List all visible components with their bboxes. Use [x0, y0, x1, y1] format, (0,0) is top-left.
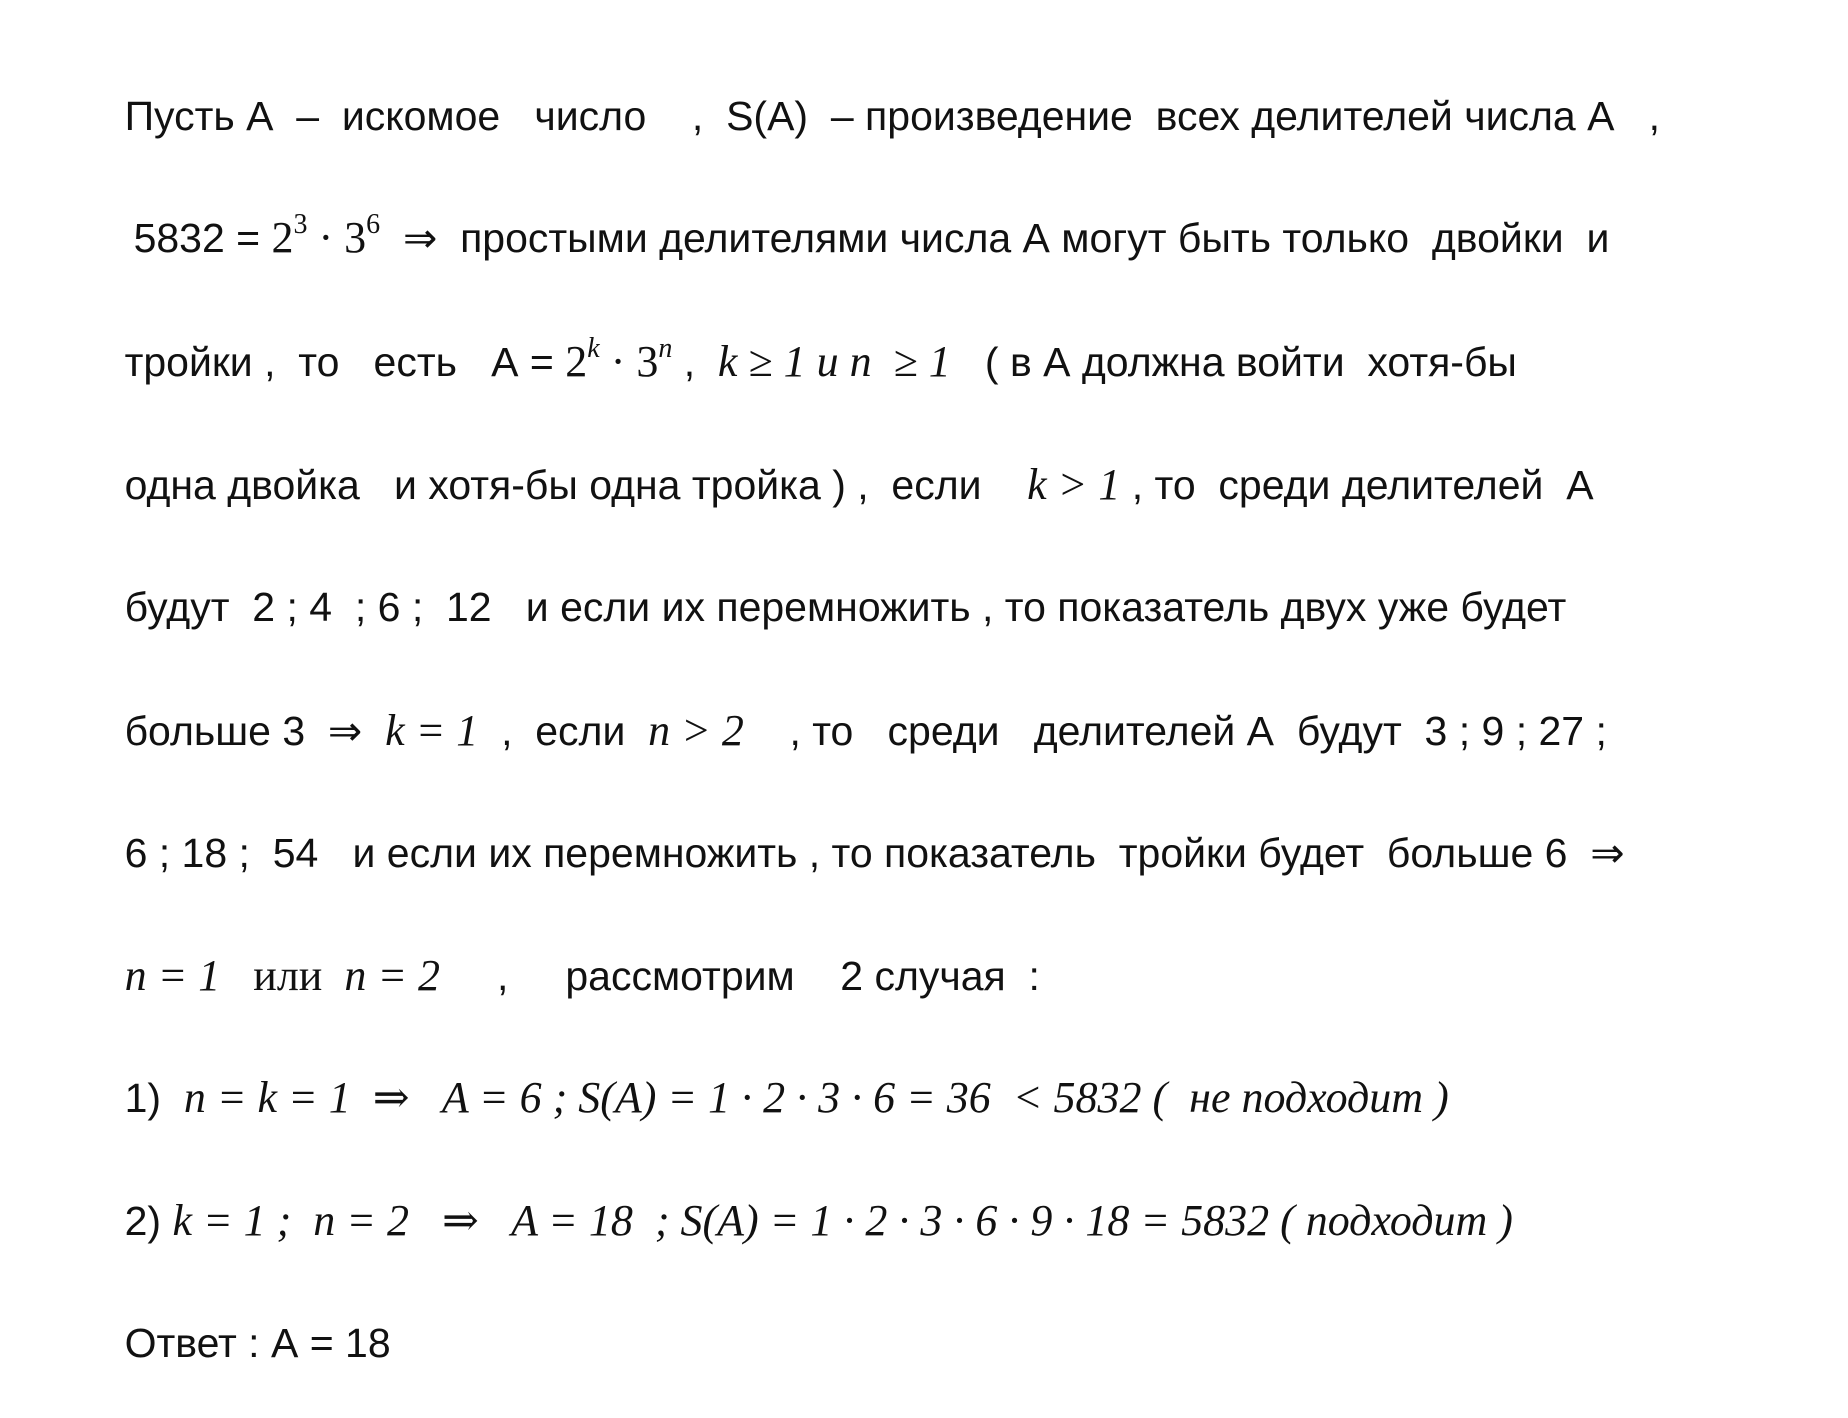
- line-text: одна двойка и хотя-бы одна тройка ) , если: [124, 462, 1028, 508]
- line-text: ( в А должна войти хотя-бы: [950, 339, 1517, 385]
- line-text: , то среди делителей А: [1120, 462, 1594, 508]
- line-text: ,: [672, 339, 718, 385]
- math-word: или: [220, 951, 345, 1000]
- text-line-3: [79, 287, 1517, 386]
- line-text: Пусть А – искомое число , S(А) – произведение всех делителей числа А ,: [124, 93, 1661, 139]
- math-expression: k = 1 ; n = 2 ⇒ A = 18 ; S(A) = 1 · 2 · 3 · 6 · 9 · 18 = 5832 ( подходит ): [172, 1196, 1513, 1245]
- math-operator: ·: [307, 213, 345, 262]
- math-expression: n = 1: [124, 951, 221, 1000]
- line-text: , рассмотрим 2 случая :: [440, 953, 1040, 999]
- text-line-4: [79, 410, 1594, 509]
- text-line-6: [79, 656, 1607, 755]
- math-expression: k ≥ 1 и n ≥ 1: [717, 337, 951, 386]
- line-text: 5832 =: [133, 215, 272, 261]
- math-operator: ·: [599, 337, 637, 386]
- line-text: тройки , то есть А =: [124, 339, 566, 385]
- math-base: 3: [636, 337, 659, 386]
- math-exponent: n: [658, 333, 673, 365]
- math-expression: k = 1: [385, 706, 479, 755]
- text-line-8: [79, 901, 1040, 1000]
- line-text: , то среди делителей А будут 3 ; 9 ; 27 ;: [743, 708, 1607, 754]
- text-line-9: [79, 1023, 1449, 1122]
- math-base: 2: [271, 213, 294, 262]
- line-text: больше 3 ⇒: [124, 708, 386, 754]
- text-line-2: [88, 163, 1610, 262]
- text-line-10: [79, 1146, 1513, 1245]
- text-line-7: [79, 778, 1625, 876]
- math-expression: n = k = 1 ⇒ A = 6 ; S(A) = 1 · 2 · 3 · 6 = 36 < 5832 ( не подходит ): [183, 1073, 1449, 1122]
- answer-text: Ответ : А = 18: [124, 1320, 391, 1366]
- math-exponent: 6: [366, 209, 381, 241]
- line-text: , если: [478, 708, 649, 754]
- line-text: 2): [124, 1198, 173, 1244]
- answer-line: [79, 1268, 391, 1366]
- line-text: будут 2 ; 4 ; 6 ; 12 и если их перемножить , то показатель двух уже будет: [124, 584, 1567, 630]
- math-base: 3: [344, 213, 367, 262]
- math-expression: n = 2: [344, 951, 441, 1000]
- line-text: ⇒ простыми делителями числа А могут быть только двойки и: [380, 215, 1610, 261]
- math-exponent: k: [587, 333, 600, 365]
- math-expression: k > 1: [1027, 460, 1121, 509]
- line-text: 1): [124, 1075, 184, 1121]
- line-text: 6 ; 18 ; 54 и если их перемножить , то показатель тройки будет больше 6 ⇒: [124, 830, 1625, 876]
- text-line-5: [79, 532, 1567, 630]
- math-base: 2: [565, 337, 588, 386]
- text-line-1: [79, 41, 1661, 139]
- math-expression: n > 2: [648, 706, 744, 755]
- math-exponent: 3: [293, 209, 308, 241]
